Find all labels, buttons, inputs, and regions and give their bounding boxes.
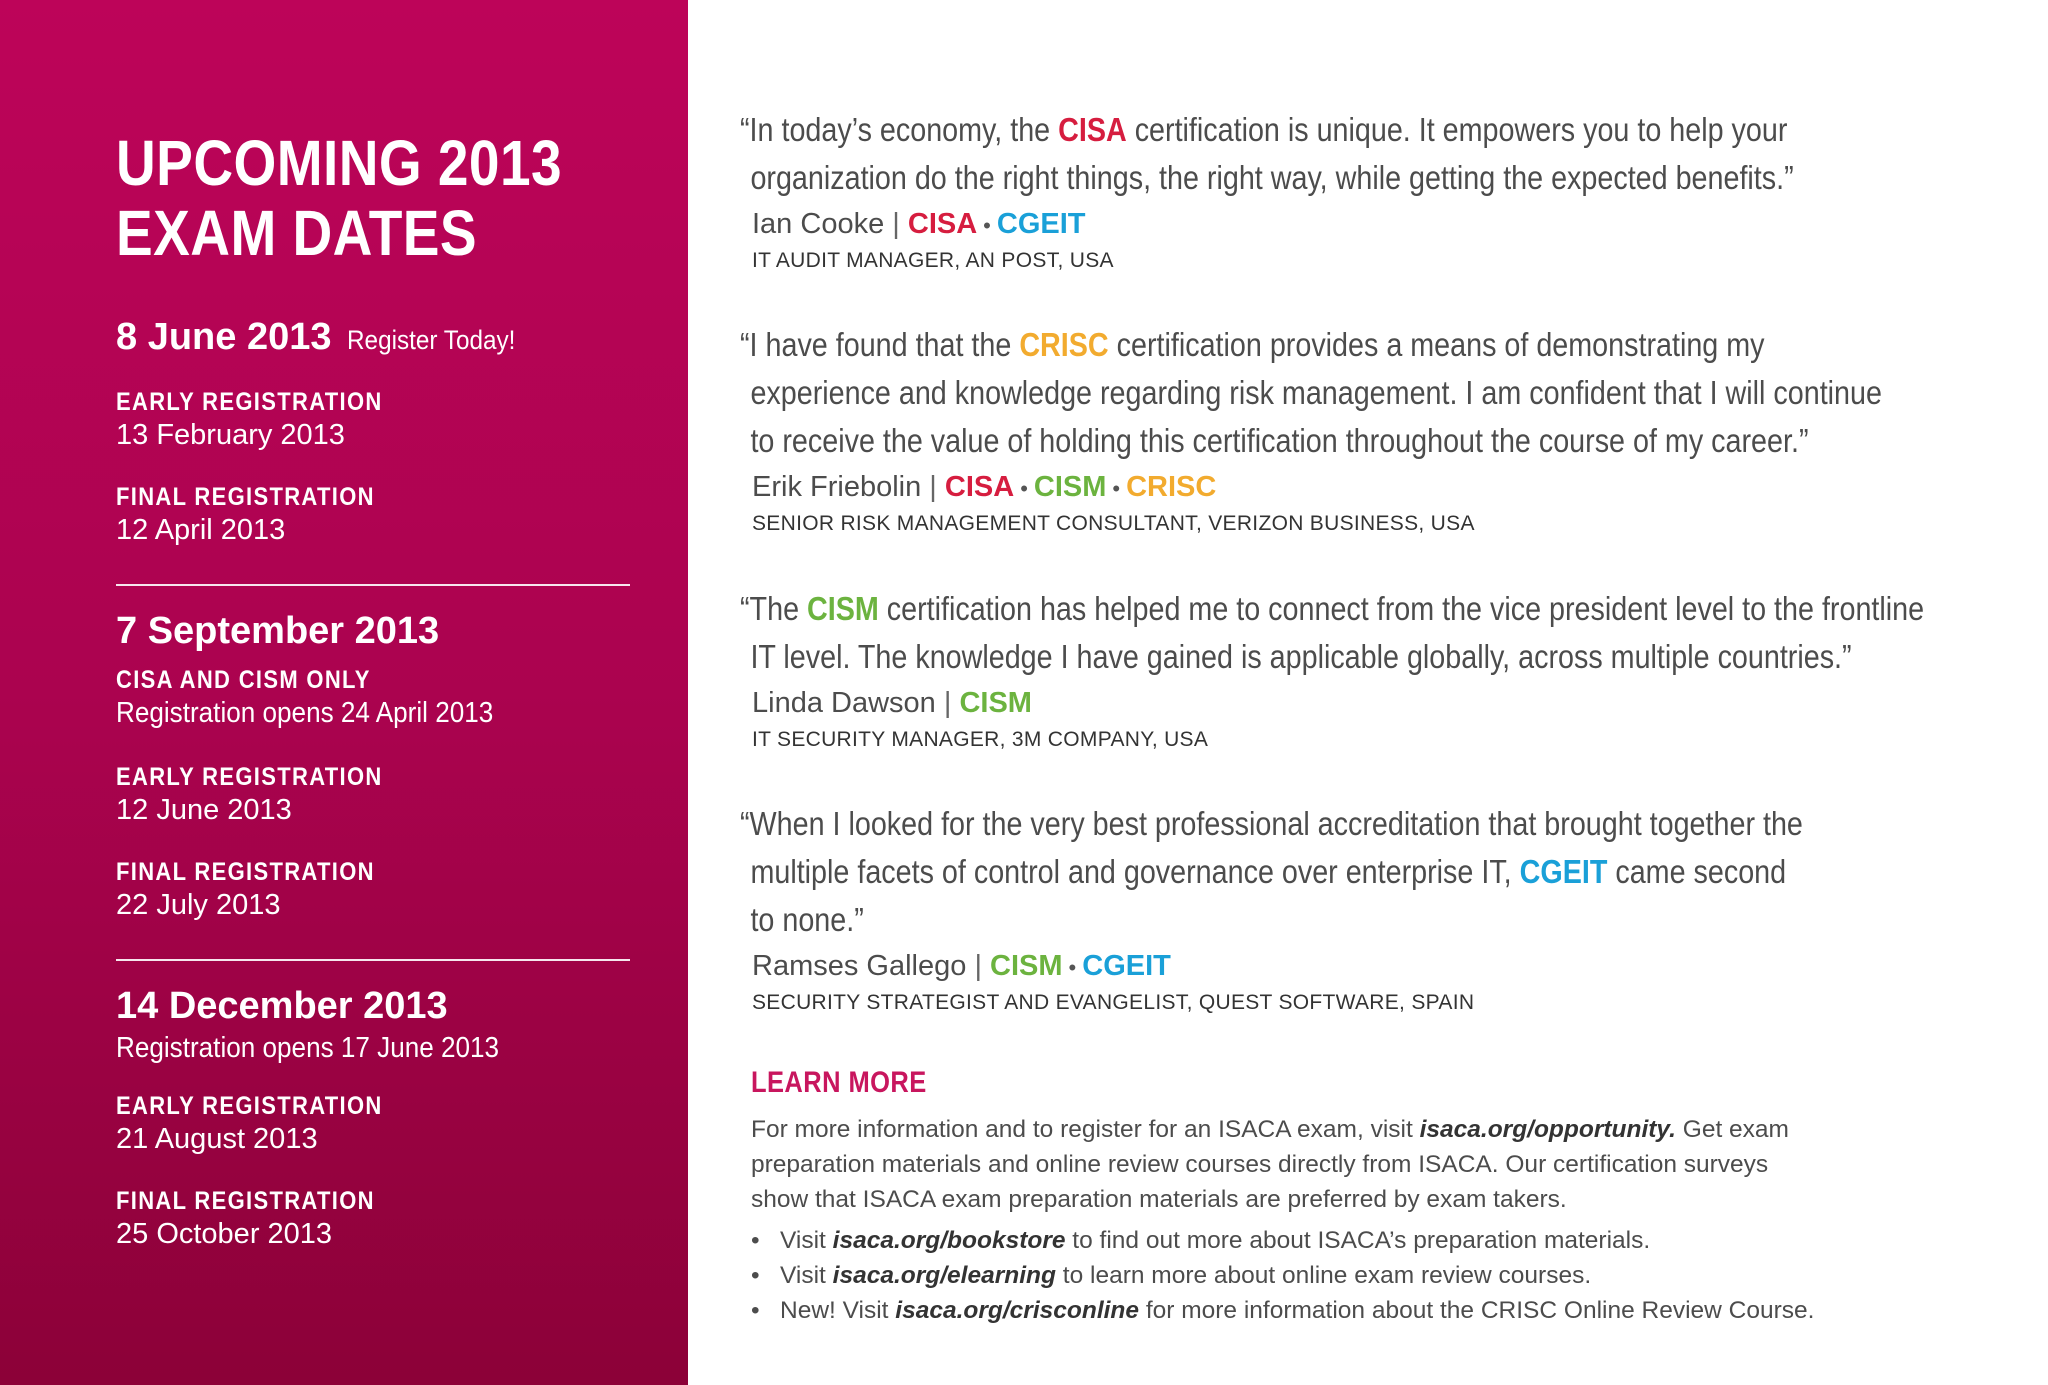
exam-2-date: 7 September 2013 [116, 610, 440, 652]
quote-line [740, 585, 2028, 633]
quote-text [740, 800, 2028, 944]
separator: | [943, 687, 952, 719]
exam-2-final [116, 858, 410, 922]
headline-line-1: UPCOMING 2013 [116, 127, 563, 199]
exam-dates-panel [0, 0, 688, 1385]
quote-line: “When I looked for the very best professional accreditation that brought together the [740, 805, 1803, 842]
author-role: SENIOR RISK MANAGEMENT CONSULTANT, VERIZON BUSINESS, USA [752, 512, 1475, 535]
bullet-dot: • [983, 213, 991, 238]
quote-line: to receive the value of holding this certification throughout the course of my career.” [750, 422, 1809, 459]
author-role: SECURITY STRATEGIST AND EVANGELIST, QUEST SOFTWARE, SPAIN [752, 991, 1475, 1014]
cert-highlight-crisc: CRISC [1019, 326, 1109, 363]
quote-text-part: “The [740, 590, 808, 627]
quote-text [740, 585, 2028, 681]
cert-highlight-cisa: CISA [1058, 111, 1127, 148]
testimonial [740, 106, 2040, 273]
quote-author [752, 208, 2040, 241]
quote-text-part: “In today’s economy, the [740, 111, 1059, 148]
exam-1-early [116, 388, 419, 452]
learn-more-line: preparation materials and online review courses directly from ISACA. Our certification surveys [751, 1151, 1769, 1178]
author-name: Ian Cooke [752, 208, 885, 240]
exam-1-header [116, 316, 535, 359]
separator: | [892, 208, 900, 240]
author-name: Ramses Gallego [752, 950, 967, 982]
list-item [751, 1258, 1951, 1293]
quote-line: IT level. The knowledge I have gained is applicable globally, across multiple countries.” [750, 638, 1852, 675]
exam-2-note-label: CISA AND CISM ONLY [116, 666, 371, 694]
divider [116, 959, 630, 961]
list-item-text: New! Visit [780, 1297, 896, 1324]
final-registration-label: FINAL REGISTRATION [116, 1187, 375, 1215]
quote-text [740, 321, 2028, 465]
cert-badge-cism: CISM [990, 950, 1063, 982]
exam-2-note [116, 666, 535, 730]
bullet-dot: • [1068, 955, 1077, 980]
bookstore-link[interactable]: isaca.org/bookstore [832, 1227, 1066, 1254]
cert-badge-crisc: CRISC [1126, 471, 1217, 503]
list-item-text: Visit [780, 1227, 833, 1254]
learn-more-body [751, 1112, 1951, 1217]
opportunity-link[interactable]: isaca.org/opportunity. [1419, 1116, 1676, 1143]
resource-list [751, 1223, 1951, 1328]
cert-highlight-cism: CISM [807, 590, 879, 627]
testimonial [740, 321, 2040, 536]
list-item [751, 1293, 1951, 1328]
quote-text [740, 106, 2028, 202]
quote-text-part: “I have found that the [740, 326, 1020, 363]
separator: | [929, 471, 937, 503]
cert-badge-cgeit: CGEIT [1082, 950, 1171, 982]
list-item-text: Visit [780, 1262, 833, 1289]
exam-3-note [116, 1030, 542, 1065]
author-name: Linda Dawson [752, 687, 936, 719]
cert-badge-cisa: CISA [907, 208, 978, 240]
exam-3-early [116, 1092, 419, 1156]
bullet-dot: • [1112, 476, 1121, 501]
quote-text-part: certification has helped me to connect from the vice president level to the frontline [878, 590, 1925, 627]
learn-more-text: Get exam [1675, 1116, 1789, 1143]
quote-line [740, 106, 2028, 154]
list-item-text: for more information about the CRISC Online Review Course. [1139, 1297, 1815, 1324]
register-today-link[interactable]: Register Today! [347, 325, 516, 355]
quote-line: experience and knowledge regarding risk management. I am confident that I will continue [750, 374, 1882, 411]
author-name: Erik Friebolin [752, 471, 922, 503]
testimonials-panel [688, 0, 2048, 1385]
early-registration-label: EARLY REGISTRATION [116, 1092, 383, 1120]
exam-3-note-value: Registration opens 17 June 2013 [116, 1032, 500, 1064]
exam-2-note-value: Registration opens 24 April 2013 [116, 697, 494, 729]
final-registration-date: 22 July 2013 [116, 889, 281, 921]
cert-badge-cisa: CISA [944, 471, 1015, 503]
author-role: IT SECURITY MANAGER, 3M COMPANY, USA [752, 728, 1209, 751]
exam-1-final [116, 483, 410, 547]
cert-badge-cism: CISM [1033, 471, 1107, 503]
exam-3-header [116, 985, 448, 1028]
learn-more-line [751, 1112, 1951, 1147]
learn-more-text: For more information and to register for an ISACA exam, visit [751, 1116, 1420, 1143]
learn-more-section [751, 1066, 1951, 1328]
divider [116, 584, 630, 586]
cert-badge-cism: CISM [959, 687, 1032, 719]
quote-text-part: came second [1607, 853, 1787, 890]
quote-text-part: certification provides a means of demonstrating my [1108, 326, 1765, 363]
quote-line: organization do the right things, the right way, while getting the expected benefits.” [750, 159, 1794, 196]
quote-text-part: multiple facets of control and governance over enterprise IT, [750, 853, 1520, 890]
cert-highlight-cgeit: CGEIT [1519, 853, 1608, 890]
quote-line [740, 848, 2028, 896]
panel-headline [116, 128, 562, 268]
final-registration-label: FINAL REGISTRATION [116, 483, 375, 511]
quote-text-part: certification is unique. It empowers you to help your [1126, 111, 1788, 148]
exam-3-final [116, 1187, 410, 1251]
quote-line: to none.” [750, 901, 864, 938]
testimonial [740, 585, 2040, 752]
final-registration-date: 12 April 2013 [116, 514, 286, 546]
exam-1-date: 8 June 2013 [116, 316, 332, 358]
early-registration-date: 21 August 2013 [116, 1123, 318, 1155]
early-registration-date: 12 June 2013 [116, 794, 292, 826]
exam-2-header [116, 610, 439, 653]
elearning-link[interactable]: isaca.org/elearning [832, 1262, 1056, 1289]
crisconline-link[interactable]: isaca.org/crisconline [895, 1297, 1140, 1324]
list-item [751, 1223, 1951, 1258]
separator: | [974, 950, 982, 982]
bullet-dot: • [1020, 476, 1028, 501]
testimonial [740, 800, 2040, 1015]
early-registration-date: 13 February 2013 [116, 419, 345, 451]
quote-line [740, 321, 2028, 369]
headline-line-2: EXAM DATES [116, 197, 478, 269]
final-registration-date: 25 October 2013 [116, 1218, 333, 1250]
author-role: IT AUDIT MANAGER, AN POST, USA [752, 249, 1114, 272]
quote-author [752, 950, 2040, 983]
early-registration-label: EARLY REGISTRATION [116, 388, 383, 416]
list-item-text: to learn more about online exam review courses. [1055, 1262, 1592, 1289]
quote-author [752, 471, 2040, 504]
quote-author [752, 687, 2040, 720]
exam-2-early [116, 763, 419, 827]
learn-more-heading: LEARN MORE [751, 1066, 927, 1099]
exam-3-date: 14 December 2013 [116, 985, 448, 1027]
learn-more-line: show that ISACA exam preparation materials are preferred by exam takers. [751, 1186, 1567, 1213]
final-registration-label: FINAL REGISTRATION [116, 858, 375, 886]
early-registration-label: EARLY REGISTRATION [116, 763, 383, 791]
list-item-text: to find out more about ISACA’s preparation materials. [1065, 1227, 1651, 1254]
cert-badge-cgeit: CGEIT [996, 208, 1086, 240]
